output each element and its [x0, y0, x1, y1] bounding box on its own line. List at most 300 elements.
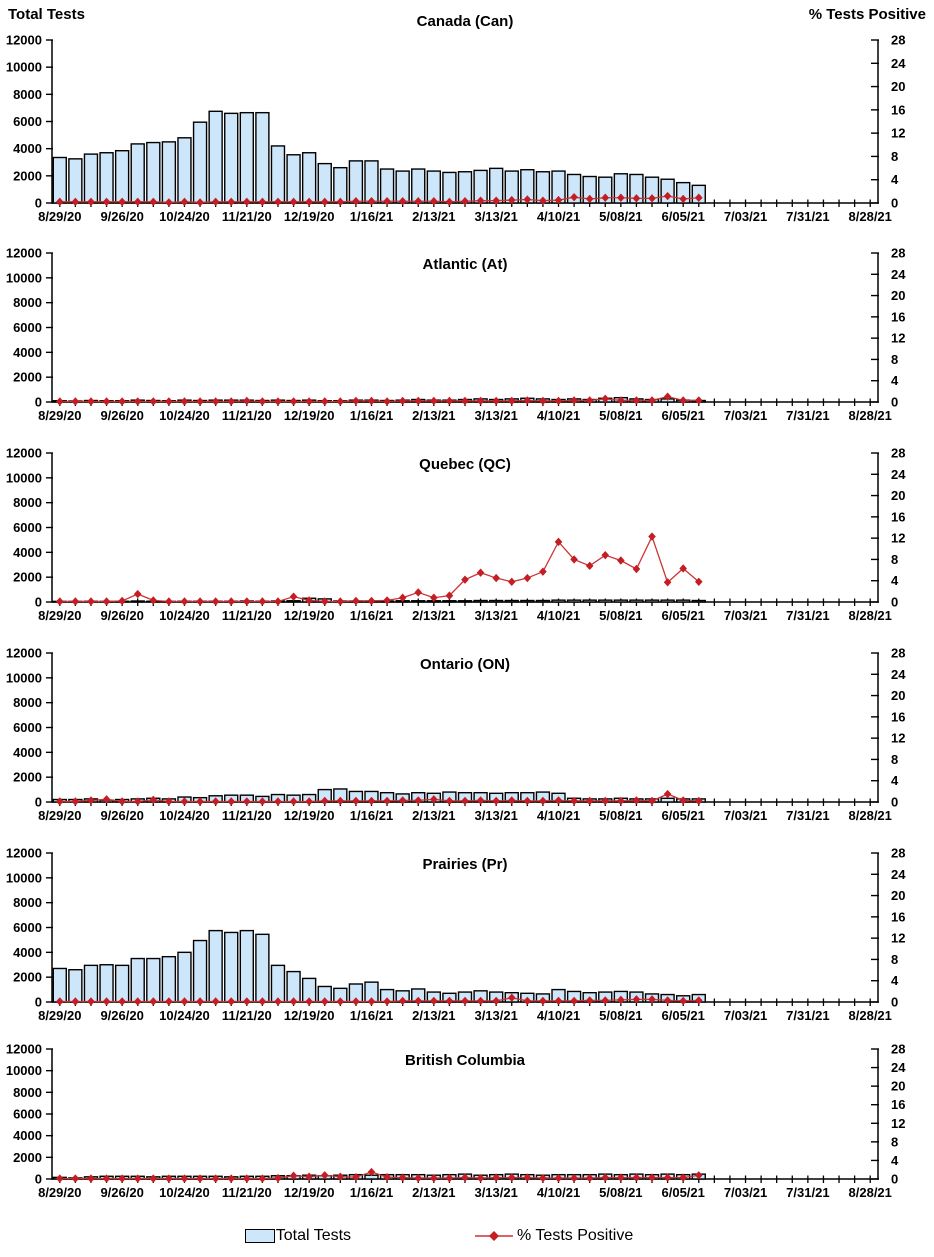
total-tests-bar: [474, 601, 487, 602]
right-tick-label: 28: [891, 445, 906, 461]
pct-positive-marker: [586, 562, 594, 570]
chart-title-british-columbia: British Columbia: [404, 1052, 525, 1069]
pct-positive-marker: [461, 397, 469, 405]
right-tick-label: 28: [891, 32, 906, 48]
pct-positive-marker: [87, 1174, 95, 1182]
total-tests-bar: [287, 601, 300, 602]
left-tick-label: 8000: [13, 1084, 42, 1100]
x-tick-label: 11/21/20: [221, 1185, 272, 1200]
pct-positive-marker: [150, 1174, 158, 1182]
x-tick-label: 10/24/20: [159, 209, 210, 224]
chart-canada: [0, 0, 934, 230]
left-tick-label: 8000: [13, 86, 42, 102]
right-tick-label: 12: [891, 125, 906, 141]
pct-positive-marker: [695, 797, 703, 805]
pct-positive-marker: [165, 397, 173, 405]
x-tick-label: 7/03/21: [723, 1008, 768, 1023]
pct-positive-marker: [492, 397, 500, 405]
legend-pct-positive-label: % Tests Positive: [517, 1227, 634, 1244]
pct-positive-marker: [337, 597, 345, 605]
pct-positive-marker: [72, 397, 80, 405]
x-tick-label: 10/24/20: [159, 1185, 210, 1200]
right-tick-label: 24: [891, 866, 906, 882]
x-tick-label: 2/13/21: [412, 1185, 456, 1200]
left-tick-label: 4000: [13, 944, 42, 960]
x-tick-label: 10/24/20: [159, 608, 210, 623]
right-tick-label: 28: [891, 645, 906, 661]
pct-positive-marker: [290, 592, 298, 600]
x-tick-label: 3/13/21: [474, 808, 518, 823]
left-tick-label: 8000: [13, 695, 42, 711]
x-tick-label: 8/29/20: [38, 209, 82, 224]
canada-plot: [0, 0, 934, 230]
x-tick-label: 4/10/21: [536, 1185, 581, 1200]
left-tick-label: 2000: [13, 168, 42, 184]
pct-positive-marker: [539, 567, 547, 575]
right-tick-label: 0: [891, 794, 899, 810]
total-tests-bar: [147, 959, 160, 1002]
pct-positive-marker: [87, 597, 95, 605]
pct-positive-marker: [259, 597, 267, 605]
left-tick-label: 12000: [5, 845, 42, 861]
right-tick-label: 20: [891, 288, 906, 304]
x-tick-label: 4/10/21: [536, 608, 581, 623]
x-tick-label: 12/19/20: [283, 808, 335, 823]
left-tick-label: 0: [34, 1171, 42, 1187]
pct-positive-marker: [368, 397, 376, 405]
left-tick-label: 4000: [13, 141, 42, 157]
right-tick-label: 12: [891, 530, 906, 546]
x-tick-label: 11/21/20: [221, 808, 272, 823]
total-tests-bar: [552, 600, 565, 602]
legend-item-pct-positive: [473, 1227, 633, 1245]
pct-positive-marker: [305, 397, 313, 405]
x-tick-label: 7/31/21: [786, 1185, 830, 1200]
left-tick-label: 12000: [5, 645, 42, 661]
total-tests-bar: [69, 970, 82, 1002]
pct-positive-marker: [414, 588, 422, 596]
total-tests-bar: [443, 601, 456, 602]
pct-positive-marker: [586, 396, 594, 404]
total-tests-bar: [53, 968, 66, 1002]
total-tests-bar: [131, 601, 144, 602]
total-tests-bar: [131, 144, 144, 203]
total-tests-bar: [365, 161, 378, 203]
x-tick-label: 8/28/21: [848, 1008, 892, 1023]
x-tick-label: 6/05/21: [661, 808, 705, 823]
pct-positive-marker: [56, 797, 64, 805]
left-tick-label: 12000: [5, 1041, 42, 1057]
x-tick-label: 12/19/20: [283, 209, 335, 224]
pct-positive-marker: [87, 796, 95, 804]
total-tests-bar: [661, 798, 674, 802]
x-tick-label: 9/26/20: [100, 1185, 144, 1200]
x-tick-label: 6/05/21: [661, 408, 705, 423]
right-tick-label: 16: [891, 102, 906, 118]
total-tests-bar: [53, 157, 66, 203]
x-tick-label: 6/05/21: [661, 1008, 705, 1023]
x-tick-label: 1/16/21: [349, 209, 394, 224]
x-tick-label: 8/29/20: [38, 1185, 82, 1200]
pct-positive-marker: [118, 597, 126, 605]
left-tick-label: 8000: [13, 895, 42, 911]
total-tests-swatch-icon: [245, 1229, 275, 1243]
pct-positive-marker: [524, 574, 532, 582]
x-tick-label: 8/28/21: [848, 209, 892, 224]
right-tick-label: 4: [891, 773, 899, 789]
x-tick-label: 9/26/20: [100, 608, 144, 623]
pct-positive-marker: [274, 397, 282, 405]
pct-positive-marker: [352, 397, 360, 405]
total-tests-bar: [178, 138, 191, 203]
pct-positive-marker: [368, 597, 376, 605]
x-tick-label: 7/31/21: [786, 808, 830, 823]
pct-positive-marker: [243, 397, 251, 405]
right-tick-label: 16: [891, 909, 906, 925]
right-tick-label: 28: [891, 1041, 906, 1057]
pct-positive-marker: [695, 396, 703, 404]
total-tests-bar: [630, 600, 643, 602]
x-tick-label: 1/16/21: [349, 1008, 394, 1023]
pct-positive-marker: [196, 597, 204, 605]
x-tick-label: 7/03/21: [723, 1185, 768, 1200]
total-tests-bar: [271, 965, 284, 1002]
right-tick-label: 12: [891, 1115, 906, 1131]
x-tick-label: 5/08/21: [599, 209, 643, 224]
right-tick-label: 0: [891, 195, 899, 211]
right-tick-label: 4: [891, 573, 899, 589]
left-tick-label: 6000: [13, 720, 42, 735]
pct-positive-marker: [227, 397, 235, 405]
left-tick-label: 2000: [13, 1149, 42, 1165]
x-tick-label: 8/28/21: [848, 408, 892, 423]
x-tick-label: 7/03/21: [723, 808, 768, 823]
total-tests-bar: [536, 601, 549, 602]
x-tick-label: 6/05/21: [661, 1185, 705, 1200]
right-tick-label: 4: [891, 172, 899, 188]
legend-total-tests-label: Total Tests: [275, 1227, 352, 1244]
pct-positive-marker: [150, 796, 158, 804]
x-tick-label: 4/10/21: [536, 808, 581, 823]
right-tick-label: 20: [891, 688, 906, 704]
total-tests-bar: [116, 151, 129, 203]
pct-positive-marker: [181, 397, 189, 405]
right-tick-label: 16: [891, 709, 906, 725]
pct-positive-marker: [181, 597, 189, 605]
right-tick-label: 4: [891, 373, 899, 389]
x-tick-label: 2/13/21: [412, 808, 456, 823]
left-tick-label: 12000: [5, 245, 42, 261]
right-tick-label: 8: [891, 1134, 899, 1150]
left-tick-label: 6000: [13, 114, 42, 129]
right-tick-label: 12: [891, 330, 906, 346]
pct-positive-marker: [134, 590, 142, 598]
pct-positive-marker: [633, 796, 641, 804]
x-tick-label: 5/08/21: [599, 408, 643, 423]
pct-positive-marker: [259, 397, 267, 405]
total-tests-bar: [100, 965, 113, 1002]
right-tick-label: 8: [891, 148, 899, 164]
x-tick-label: 4/10/21: [536, 408, 581, 423]
right-tick-label: 24: [891, 55, 906, 71]
total-tests-bar: [599, 600, 612, 602]
x-tick-label: 7/31/21: [786, 209, 830, 224]
total-tests-bar: [131, 959, 144, 1002]
chart-ontario: [0, 630, 934, 830]
pct-positive-marker: [118, 797, 126, 805]
pct-positive-marker: [570, 396, 578, 404]
pct-positive-marker: [664, 790, 672, 798]
x-tick-label: 8/28/21: [848, 808, 892, 823]
pct-positive-marker: [383, 596, 391, 604]
right-axis-title: % Tests Positive: [808, 6, 926, 23]
left-tick-label: 8000: [13, 495, 42, 511]
x-tick-label: 12/19/20: [283, 1185, 335, 1200]
total-tests-bar: [162, 142, 175, 203]
x-tick-label: 10/24/20: [159, 808, 210, 823]
chart-title-ontario: Ontario (ON): [420, 656, 510, 673]
right-tick-label: 0: [891, 394, 899, 410]
pct-positive-line: [60, 537, 699, 602]
right-tick-label: 16: [891, 309, 906, 325]
pct-positive-marker: [196, 397, 204, 405]
right-tick-label: 20: [891, 488, 906, 504]
pct-positive-marker: [87, 397, 95, 405]
pct-positive-marker: [305, 596, 313, 604]
x-tick-label: 2/13/21: [412, 1008, 456, 1023]
pct-positive-marker: [601, 551, 609, 559]
chart-title-prairies: Prairies (Pr): [422, 856, 508, 873]
x-tick-label: 4/10/21: [536, 209, 581, 224]
left-tick-label: 2000: [13, 969, 42, 985]
pct-positive-marker: [492, 574, 500, 582]
x-tick-label: 3/13/21: [474, 1008, 518, 1023]
x-tick-label: 9/26/20: [100, 408, 144, 423]
pct-positive-marker: [633, 565, 641, 573]
left-tick-label: 12000: [5, 445, 42, 461]
total-tests-bar: [614, 600, 627, 602]
x-tick-label: 9/26/20: [100, 808, 144, 823]
x-tick-label: 11/21/20: [221, 608, 272, 623]
left-tick-label: 4000: [13, 744, 42, 760]
total-tests-bar: [521, 601, 534, 602]
total-tests-bar: [583, 600, 596, 602]
pct-positive-marker: [103, 597, 111, 605]
x-tick-label: 8/29/20: [38, 608, 82, 623]
right-tick-label: 8: [891, 351, 899, 367]
right-tick-label: 28: [891, 845, 906, 861]
total-tests-bar: [661, 600, 674, 602]
total-tests-bar: [240, 931, 253, 1002]
right-tick-label: 24: [891, 466, 906, 482]
right-tick-label: 20: [891, 888, 906, 904]
x-tick-label: 8/29/20: [38, 808, 82, 823]
pct-positive-marker: [477, 569, 485, 577]
pct-positive-marker: [446, 397, 454, 405]
legend: [0, 1215, 906, 1257]
x-tick-label: 11/21/20: [221, 1008, 272, 1023]
pct-positive-marker: [227, 597, 235, 605]
left-tick-label: 4000: [13, 1128, 42, 1144]
x-tick-label: 7/31/21: [786, 608, 830, 623]
left-tick-label: 10000: [5, 59, 42, 75]
left-tick-label: 0: [34, 394, 42, 410]
chart-title-canada: Canada (Can): [416, 13, 514, 30]
total-tests-bar: [178, 952, 191, 1002]
pct-positive-marker: [243, 597, 251, 605]
right-tick-label: 4: [891, 973, 899, 989]
total-tests-bar: [490, 601, 503, 602]
legend-item-total-tests: [245, 1227, 351, 1245]
total-tests-bar: [677, 600, 690, 602]
chart-prairies: [0, 830, 934, 1030]
total-tests-bar: [84, 965, 97, 1002]
pct-positive-marker: [539, 397, 547, 405]
x-tick-label: 12/19/20: [283, 408, 335, 423]
total-tests-bar: [256, 934, 269, 1002]
right-tick-label: 28: [891, 245, 906, 261]
right-tick-label: 12: [891, 930, 906, 946]
pct-positive-marker: [601, 797, 609, 805]
right-tick-label: 12: [891, 730, 906, 746]
x-tick-label: 9/26/20: [100, 209, 144, 224]
right-tick-label: 0: [891, 1171, 899, 1187]
x-tick-label: 10/24/20: [159, 408, 210, 423]
pct-positive-marker: [679, 796, 687, 804]
total-tests-bar: [225, 113, 238, 203]
total-tests-bar: [69, 159, 82, 203]
total-tests-bar: [646, 600, 659, 602]
total-tests-bar: [412, 601, 425, 602]
pct-positive-marker: [56, 597, 64, 605]
left-tick-label: 12000: [5, 32, 42, 48]
pct-positive-marker: [477, 397, 485, 405]
left-tick-label: 2000: [13, 769, 42, 785]
left-tick-label: 0: [34, 794, 42, 810]
chart-title-quebec: Quebec (QC): [419, 456, 511, 473]
right-tick-label: 16: [891, 509, 906, 525]
left-tick-label: 10000: [5, 270, 42, 286]
chart-title-atlantic: Atlantic (At): [422, 256, 508, 273]
pct-positive-marker: [508, 578, 516, 586]
left-tick-label: 6000: [13, 1106, 42, 1122]
total-tests-bar: [209, 931, 222, 1002]
left-tick-label: 2000: [13, 369, 42, 385]
pct-positive-marker: [617, 556, 625, 564]
right-tick-label: 4: [891, 1152, 899, 1168]
x-tick-label: 9/26/20: [100, 1008, 144, 1023]
total-tests-bar: [568, 600, 581, 602]
x-tick-label: 1/16/21: [349, 808, 394, 823]
pct-positive-marker: [321, 397, 329, 405]
left-tick-label: 2000: [13, 569, 42, 585]
pct-positive-marker: [212, 597, 220, 605]
pct-positive-marker: [679, 396, 687, 404]
left-tick-label: 4000: [13, 544, 42, 560]
x-tick-label: 7/31/21: [786, 1008, 830, 1023]
pct-positive-marker: [72, 597, 80, 605]
total-tests-bar: [194, 941, 207, 1002]
pct-positive-marker: [337, 397, 345, 405]
pct-positive-marker: [430, 397, 438, 405]
x-tick-label: 3/13/21: [474, 608, 518, 623]
x-tick-label: 2/13/21: [412, 408, 456, 423]
total-tests-bar: [459, 601, 472, 602]
total-tests-bar: [318, 164, 331, 203]
pct-positive-marker: [648, 396, 656, 404]
left-tick-label: 10000: [5, 470, 42, 486]
x-tick-label: 7/03/21: [723, 408, 768, 423]
total-tests-bar: [349, 161, 362, 203]
left-tick-label: 0: [34, 994, 42, 1010]
x-tick-label: 3/13/21: [474, 1185, 518, 1200]
left-tick-label: 10000: [5, 870, 42, 886]
left-tick-label: 10000: [5, 670, 42, 686]
x-tick-label: 8/28/21: [848, 608, 892, 623]
pct-positive-marker: [72, 1174, 80, 1182]
pct-positive-marker: [555, 397, 563, 405]
total-tests-bar: [692, 601, 705, 602]
pct-positive-marker: [150, 596, 158, 604]
pct-positive-marker: [352, 597, 360, 605]
x-tick-label: 7/03/21: [723, 608, 768, 623]
total-tests-bar: [240, 113, 253, 203]
right-tick-label: 16: [891, 1097, 906, 1113]
x-tick-label: 5/08/21: [599, 808, 643, 823]
right-tick-label: 8: [891, 551, 899, 567]
total-tests-bar: [287, 155, 300, 203]
pct-positive-marker: [648, 532, 656, 540]
left-tick-label: 4000: [13, 344, 42, 360]
total-tests-bar: [303, 153, 316, 203]
x-tick-label: 2/13/21: [412, 608, 456, 623]
pct-positive-marker: [274, 597, 282, 605]
total-tests-bar: [100, 153, 113, 203]
x-tick-label: 7/03/21: [723, 209, 768, 224]
right-tick-label: 20: [891, 1078, 906, 1094]
x-tick-label: 8/28/21: [848, 1185, 892, 1200]
total-tests-bar: [116, 965, 129, 1002]
pct-positive-marker: [508, 397, 516, 405]
pct-positive-marker: [118, 397, 126, 405]
x-tick-label: 12/19/20: [283, 1008, 335, 1023]
total-tests-bar: [147, 143, 160, 203]
x-tick-label: 1/16/21: [349, 608, 394, 623]
left-tick-label: 10000: [5, 1063, 42, 1079]
total-tests-bar: [271, 146, 284, 203]
right-tick-label: 24: [891, 266, 906, 282]
x-tick-label: 7/31/21: [786, 408, 830, 423]
x-tick-label: 11/21/20: [221, 408, 272, 423]
left-tick-label: 6000: [13, 920, 42, 935]
chart-quebec: [0, 430, 934, 630]
pct-positive-marker: [399, 397, 407, 405]
pct-positive-marker: [290, 397, 298, 405]
total-tests-bar: [194, 122, 207, 203]
total-tests-bar: [162, 957, 175, 1002]
total-tests-bar: [209, 111, 222, 203]
pct-positive-marker: [212, 397, 220, 405]
pct-positive-marker: [414, 397, 422, 405]
x-tick-label: 1/16/21: [349, 408, 394, 423]
x-tick-label: 11/21/20: [221, 209, 272, 224]
x-tick-label: 8/29/20: [38, 1008, 82, 1023]
x-tick-label: 3/13/21: [474, 408, 518, 423]
pct-positive-marker: [586, 797, 594, 805]
pct-positive-marker: [633, 396, 641, 404]
x-tick-label: 5/08/21: [599, 1008, 643, 1023]
pct-positive-marker: [524, 396, 532, 404]
